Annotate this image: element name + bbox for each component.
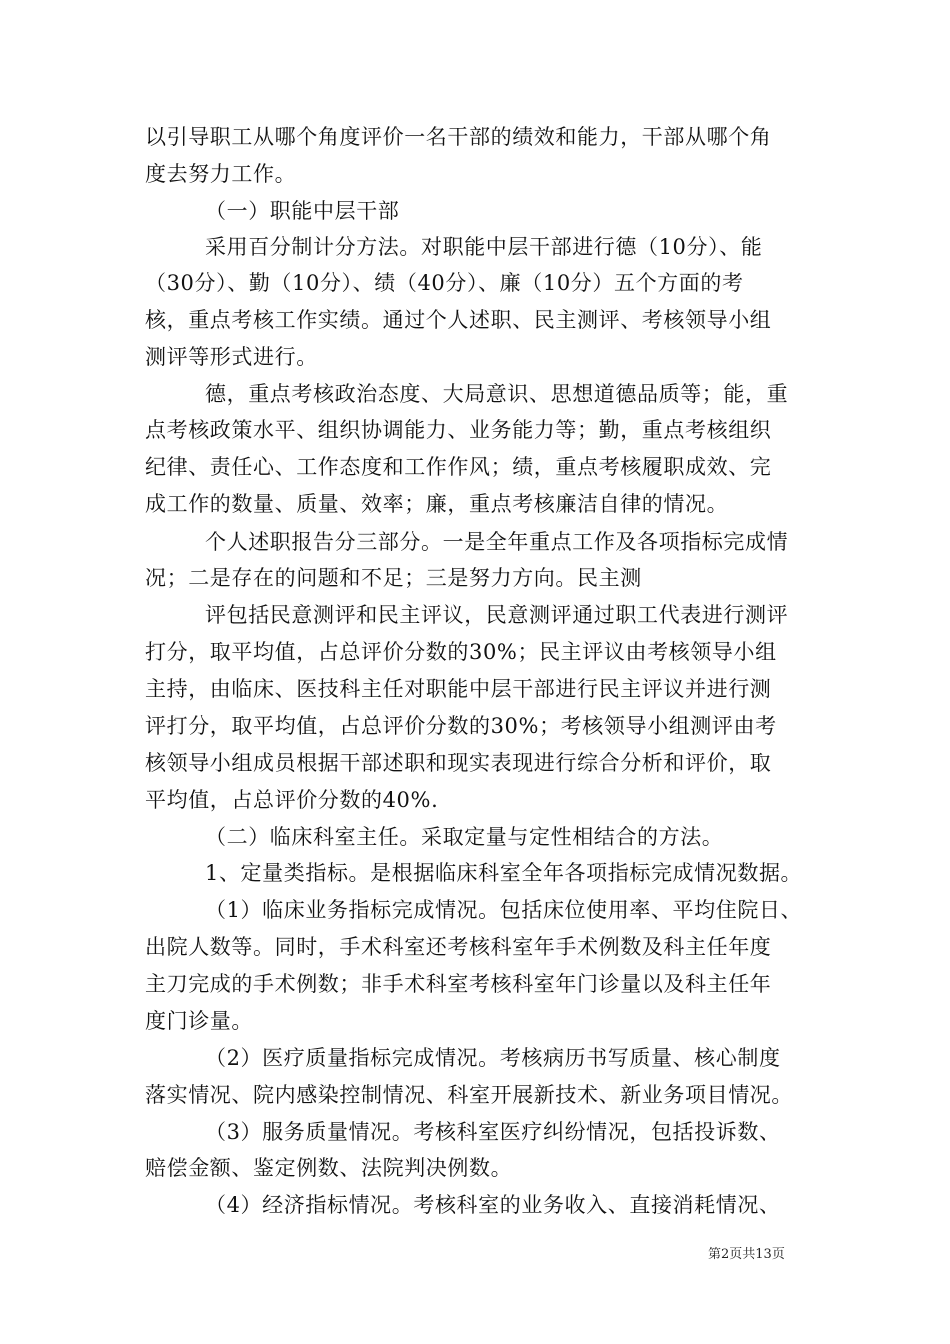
text-line: 评包括民意测评和民主评议，民意测评通过职工代表进行测评: [205, 603, 789, 627]
text-line: 打分，取平均值，占总评价分数的30%；民主评议由考核领导小组: [145, 640, 777, 664]
text-line: 主刀完成的手术例数；非手术科室考核科室年门诊量以及科主任年: [145, 972, 772, 996]
text-line: 况；二是存在的问题和不足；三是努力方向。民主测: [145, 566, 642, 590]
text-line: 赔偿金额、鉴定例数、法院判决例数。: [145, 1156, 513, 1180]
text-line: （3）服务质量情况。考核科室医疗纠纷情况，包括投诉数、: [205, 1120, 781, 1144]
text-line: 测评等形式进行。: [145, 345, 318, 369]
text-line: 出院人数等。同时，手术科室还考核科室年手术例数及科主任年度: [145, 935, 772, 959]
text-line: （4）经济指标情况。考核科室的业务收入、直接消耗情况、: [205, 1193, 781, 1217]
text-line: （2）医疗质量指标完成情况。考核病历书写质量、核心制度: [205, 1046, 781, 1070]
text-line: 平均值，占总评价分数的40%.: [145, 788, 439, 812]
text-line: （1）临床业务指标完成情况。包括床位使用率、平均住院日、: [205, 898, 803, 922]
text-line: 核领导小组成员根据干部述职和现实表现进行综合分析和评价，取: [145, 751, 772, 775]
text-line: 点考核政策水平、组织协调能力、业务能力等；勤，重点考核组织: [145, 418, 772, 442]
text-line: 落实情况、院内感染控制情况、科室开展新技术、新业务项目情况。: [145, 1083, 793, 1107]
text-line: 评打分，取平均值，占总评价分数的30%；考核领导小组测评由考: [145, 714, 777, 738]
text-line: 以引导职工从哪个角度评价一名干部的绩效和能力，干部从哪个角: [145, 125, 772, 149]
text-line: 采用百分制计分方法。对职能中层干部进行德（10分）、能: [205, 235, 763, 259]
text-line: 纪律、责任心、工作态度和工作作风；绩，重点考核履职成效、完: [145, 455, 772, 479]
text-line: 1、定量类指标。是根据临床科室全年各项指标完成情况数据。: [205, 861, 803, 885]
section-heading: （一）职能中层干部: [205, 199, 400, 223]
text-line: 个人述职报告分三部分。一是全年重点工作及各项指标完成情: [205, 530, 789, 554]
page-number: 第2页共13页: [708, 1247, 785, 1262]
section-heading: （二）临床科室主任。采取定量与定性相结合的方法。: [205, 825, 724, 849]
text-line: 度去努力工作。: [145, 162, 297, 186]
text-line: 成工作的数量、质量、效率；廉，重点考核廉洁自律的情况。: [145, 492, 729, 516]
text-line: 德，重点考核政治态度、大局意识、思想道德品质等；能，重: [205, 382, 789, 406]
text-line: 核，重点考核工作实绩。通过个人述职、民主测评、考核领导小组: [145, 308, 772, 332]
text-line: 主持，由临床、医技科主任对职能中层干部进行民主评议并进行测: [145, 677, 772, 701]
text-line: 度门诊量。: [145, 1009, 253, 1033]
text-line: （30分）、勤（10分）、绩（40分）、廉（10分）五个方面的考: [145, 271, 744, 295]
